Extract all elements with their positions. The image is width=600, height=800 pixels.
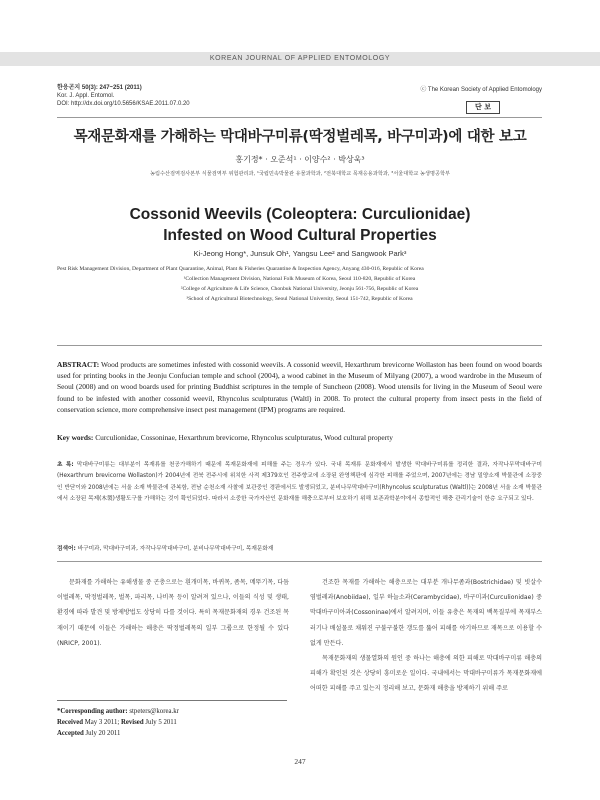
keywords-text: Curculionidae, Cossoninae, Hexarthrum brevicorne, Rhyncolus sculpturatus, Wood cultural property bbox=[95, 433, 393, 442]
received-revised: Received May 3 2011; Revised July 5 2011 bbox=[57, 719, 177, 726]
body-paragraph: 건조한 목재를 가해하는 해충으로는 대부분 개나무좀과(Bostrichidae) 및 빗살수염벌레과(Anobiidae), 일부 하늘소과(Cerambycidae), 바구미과(Curculionidae) 중 막대바구미아과(Cossoninae)에서 알려지며, 이들 유충은 목재의 백목질부에 목재부스러기나 배설물로 채워진 구불구불한 갱도를 뚫어 피해를 야기하므로 재목으로 이용할 수 없게 만든다. bbox=[310, 579, 542, 647]
copyright-notice: ⓒ The Korean Society of Applied Entomology bbox=[420, 87, 542, 93]
citation-block bbox=[57, 84, 190, 108]
footnote-divider bbox=[57, 700, 287, 701]
english-keywords bbox=[57, 433, 542, 442]
corresponding-author: *Corresponding author: stpeters@korea.kr bbox=[57, 708, 179, 715]
korean-keywords bbox=[57, 543, 542, 552]
abstract-label: ABSTRACT: bbox=[57, 360, 100, 369]
header-divider bbox=[57, 117, 542, 118]
korean-abstract-label: 초 록: bbox=[57, 462, 74, 468]
korean-authors: 홍기정* · 오준석¹ · 이양수² · 박상욱³ bbox=[235, 155, 365, 164]
journal-header-bar bbox=[0, 52, 600, 66]
page-number: 247 bbox=[294, 757, 306, 766]
corresponding-email: stpeters@korea.kr bbox=[129, 708, 179, 715]
article-type-badge: 단 보 bbox=[466, 101, 500, 114]
footnote bbox=[57, 706, 179, 739]
citation-english: Kor. J. Appl. Entomol. bbox=[57, 93, 115, 99]
citation-korean: 한응곤지 50(3): 247~251 (2011) bbox=[57, 85, 142, 91]
abstract-text: Wood products are sometimes infested with cossonid weevils. A cossonid weevil, Hexarthrum brevicorne Wollaston has been found on wood boards used for printing books in the Jeonju Confucian temple and school (2004), a wood cabinet in the Museum of Milyang (2007), a wood wardrobe in the Museum of Seoul (2008) and on wood boards used for printing Buddhist scriptures in the temple of Suncheon (2008). Wood utensils for living in the Museum of Seoul were found to be infested with another cossonid weevil, Rhyncolus sculpturatus (Waltl) in 2008. To protect the cultural property from insect pests in the field of conservation science, more comprehensive insect pest management (IPM) programs are required. bbox=[57, 360, 542, 414]
keywords-label: Key words: bbox=[57, 433, 94, 442]
korean-keywords-text: 바구미과, 막대바구미과, 자작나무막대바구미, 분비나무막대바구미, 목재문화재 bbox=[77, 546, 274, 552]
body-paragraph: 목재문화재의 생물열화의 원인 중 하나는 해충에 의한 피해로 막대바구미류 해충의 피해가 확인된 것은 상당히 흥미로운 일이다. 국내에서는 막대바구미류가 목재문화재에 어떠한 피해를 주고 있는지 정리해 보고, 문화재 해충을 방제하기 위해 주로 bbox=[310, 655, 542, 693]
english-title-line1: Cossonid Weevils (Coleoptera: Curculionidae) bbox=[129, 206, 471, 223]
korean-abstract bbox=[57, 460, 542, 505]
body-column-left bbox=[57, 575, 289, 651]
korean-affiliations: 농림수산검역검사본부 식물검역부 위험관리과, ¹국립민속박물관 유물과학과, ²전북대학교 목재응용과학과, ³서울대학교 농생명공학부 bbox=[150, 171, 450, 177]
body-paragraph: 문화재를 가해하는 유해생물 중 곤충으로는 흰개미목, 바퀴목, 좀목, 메뚜기목, 다듬이벌레목, 딱정벌레목, 벌목, 파리목, 나비목 등이 알려져 있으나, 이들의 식성 및 생태, 환경에 따라 발견 및 방제방법도 상당히 다를 것이다. 특히 목재문화재의 경우 건조된 목재이기 때문에 이들은 가해하는 해충은 딱정벌레목의 일부 그룹으로 한정될 수 있다(NRICP, 2001). bbox=[57, 579, 289, 647]
english-authors: Ki-Jeong Hong*, Junsuk Oh¹, Yangsu Lee² and Sangwook Park³ bbox=[193, 249, 407, 258]
abstract-divider bbox=[57, 345, 542, 346]
doi-text: DOI: http://dx.doi.org/10.5656/KSAE.2011.07.0.20 bbox=[57, 101, 190, 107]
affiliation-3: ³School of Agricultural Biotechnology, Seoul National University, Seoul 151-742, Republic of Korea bbox=[186, 296, 413, 302]
affiliation-1: ¹Collection Management Division, National Folk Museum of Korea, Seoul 110-820, Republic of Korea bbox=[183, 276, 416, 282]
english-title-line2: Infested on Wood Cultural Properties bbox=[163, 227, 437, 244]
body-column-right bbox=[310, 575, 542, 697]
english-title bbox=[0, 204, 600, 246]
korean-abstract-text: 막대바구미류는 대부분이 목재류를 천공가해하기 때문에 목재문화재에 피해를 주는 경우가 있다. 국내 목재류 문화재에서 발생한 막대바구미류를 정리한 결과, 자작나무막대바구미(Hexarthrum brevicorne Wollaston)가 2004년에 전북 전주시에 위치한 사적 제379호인 전주향교에 소장된 완영책판에 심각한 피해를 주었으며, 2007년에는 경남 밀양소재 박물관에 소장중인 반닫이와 2008년에는 서울 소재 박물관에 관복함, 전남 순천소재 사찰에 보관중인 경판에서도 발생되었고, 분비나무막대바구미(Rhyncolus sculpturatus (Waltl))는 2008년 서울 소재 박물관에서 소장된 목제(木製)생활도구를 가해하는 것이 확인되었다. 따라서 소중한 국가자산인 문화재를 해충으로부터 보호하기 위해 보존과학분야에서 종합적인 해충 관리기술이 한층 요구되고 있다. bbox=[57, 462, 542, 502]
affiliation-2: ²College of Agriculture & Life Science, Chonbuk National University, Jeonju 561-756, Republic of Korea bbox=[180, 286, 419, 292]
english-abstract bbox=[57, 359, 542, 415]
korean-keywords-label: 검색어: bbox=[57, 546, 76, 552]
korean-title: 목재문화재를 가해하는 막대바구미류(딱정벌레목, 바구미과)에 대한 보고 bbox=[73, 129, 527, 145]
english-affiliations bbox=[57, 264, 542, 304]
accepted-date: Accepted July 20 2011 bbox=[57, 730, 121, 737]
body-divider bbox=[57, 561, 542, 562]
affiliation-0: Pest Risk Management Division, Department of Plant Quarantine, Animal, Plant & Fisheries Quarantine & Inspection Agency, Anyang 430-016, Republic of Korea bbox=[57, 266, 424, 272]
journal-name: KOREAN JOURNAL OF APPLIED ENTOMOLOGY bbox=[209, 55, 391, 62]
